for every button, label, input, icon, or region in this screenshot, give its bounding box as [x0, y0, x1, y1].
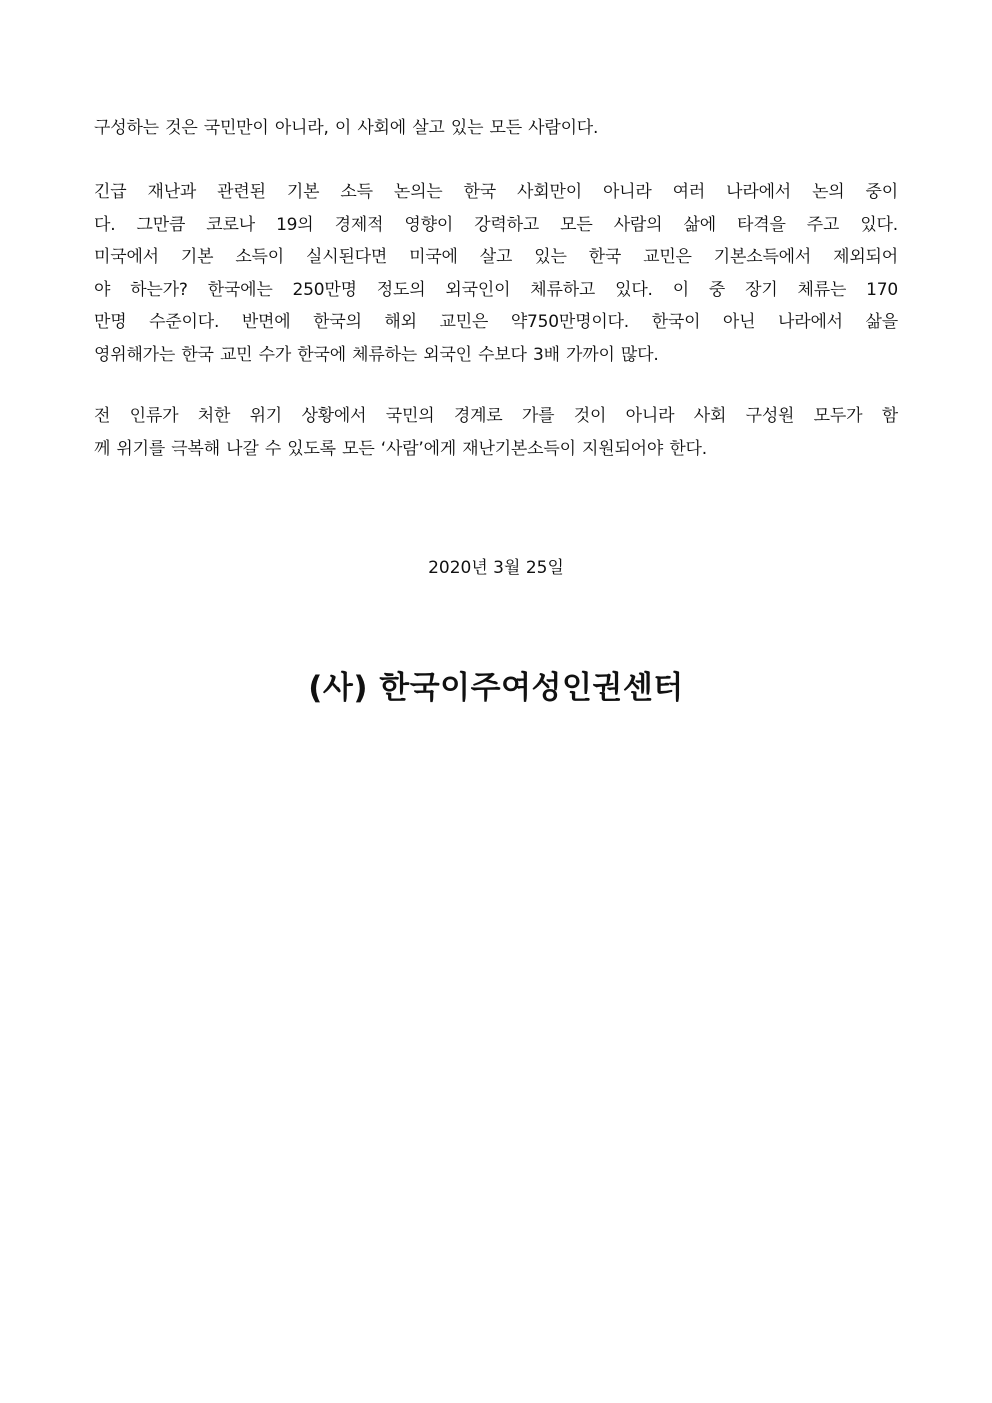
text-line: 전 인류가 처한 위기 상황에서 국민의 경계로 가를 것이 아니라 사회 구성원 모두가 함	[94, 406, 898, 426]
text-line: 만명 수준이다. 반면에 한국의 해외 교민은 약750만명이다. 한국이 아닌 나라에서 삶을	[94, 312, 898, 332]
text-line: 다. 그만큼 코로나 19의 경제적 영향이 강력하고 모든 사람의 삶에 타격을 주고 있다.	[94, 214, 898, 235]
paragraph-3	[94, 400, 898, 465]
text-line: 야 하는가? 한국에는 250만명 정도의 외국인이 체류하고 있다. 이 중 장기 체류는 170	[94, 279, 898, 300]
document-date: 2020년 3월 25일	[428, 558, 564, 578]
text-line: 께 위기를 극복해 나갈 수 있도록 모든 ‘사람’에게 재난기본소득이 지원되어야 한다.	[94, 438, 707, 459]
organization-name: (사) 한국이주여성인권센터	[308, 670, 684, 706]
text-line: 구성하는 것은 국민만이 아니라, 이 사회에 살고 있는 모든 사람이다.	[94, 118, 599, 138]
paragraph-2	[94, 176, 898, 371]
paragraph-1	[94, 112, 898, 145]
text-line: 긴급 재난과 관련된 기본 소득 논의는 한국 사회만이 아니라 여러 나라에서 논의 중이	[94, 182, 898, 202]
text-line: 미국에서 기본 소득이 실시된다면 미국에 살고 있는 한국 교민은 기본소득에서 제외되어	[94, 247, 898, 267]
text-line: 영위해가는 한국 교민 수가 한국에 체류하는 외국인 수보다 3배 가까이 많다.	[94, 344, 659, 365]
